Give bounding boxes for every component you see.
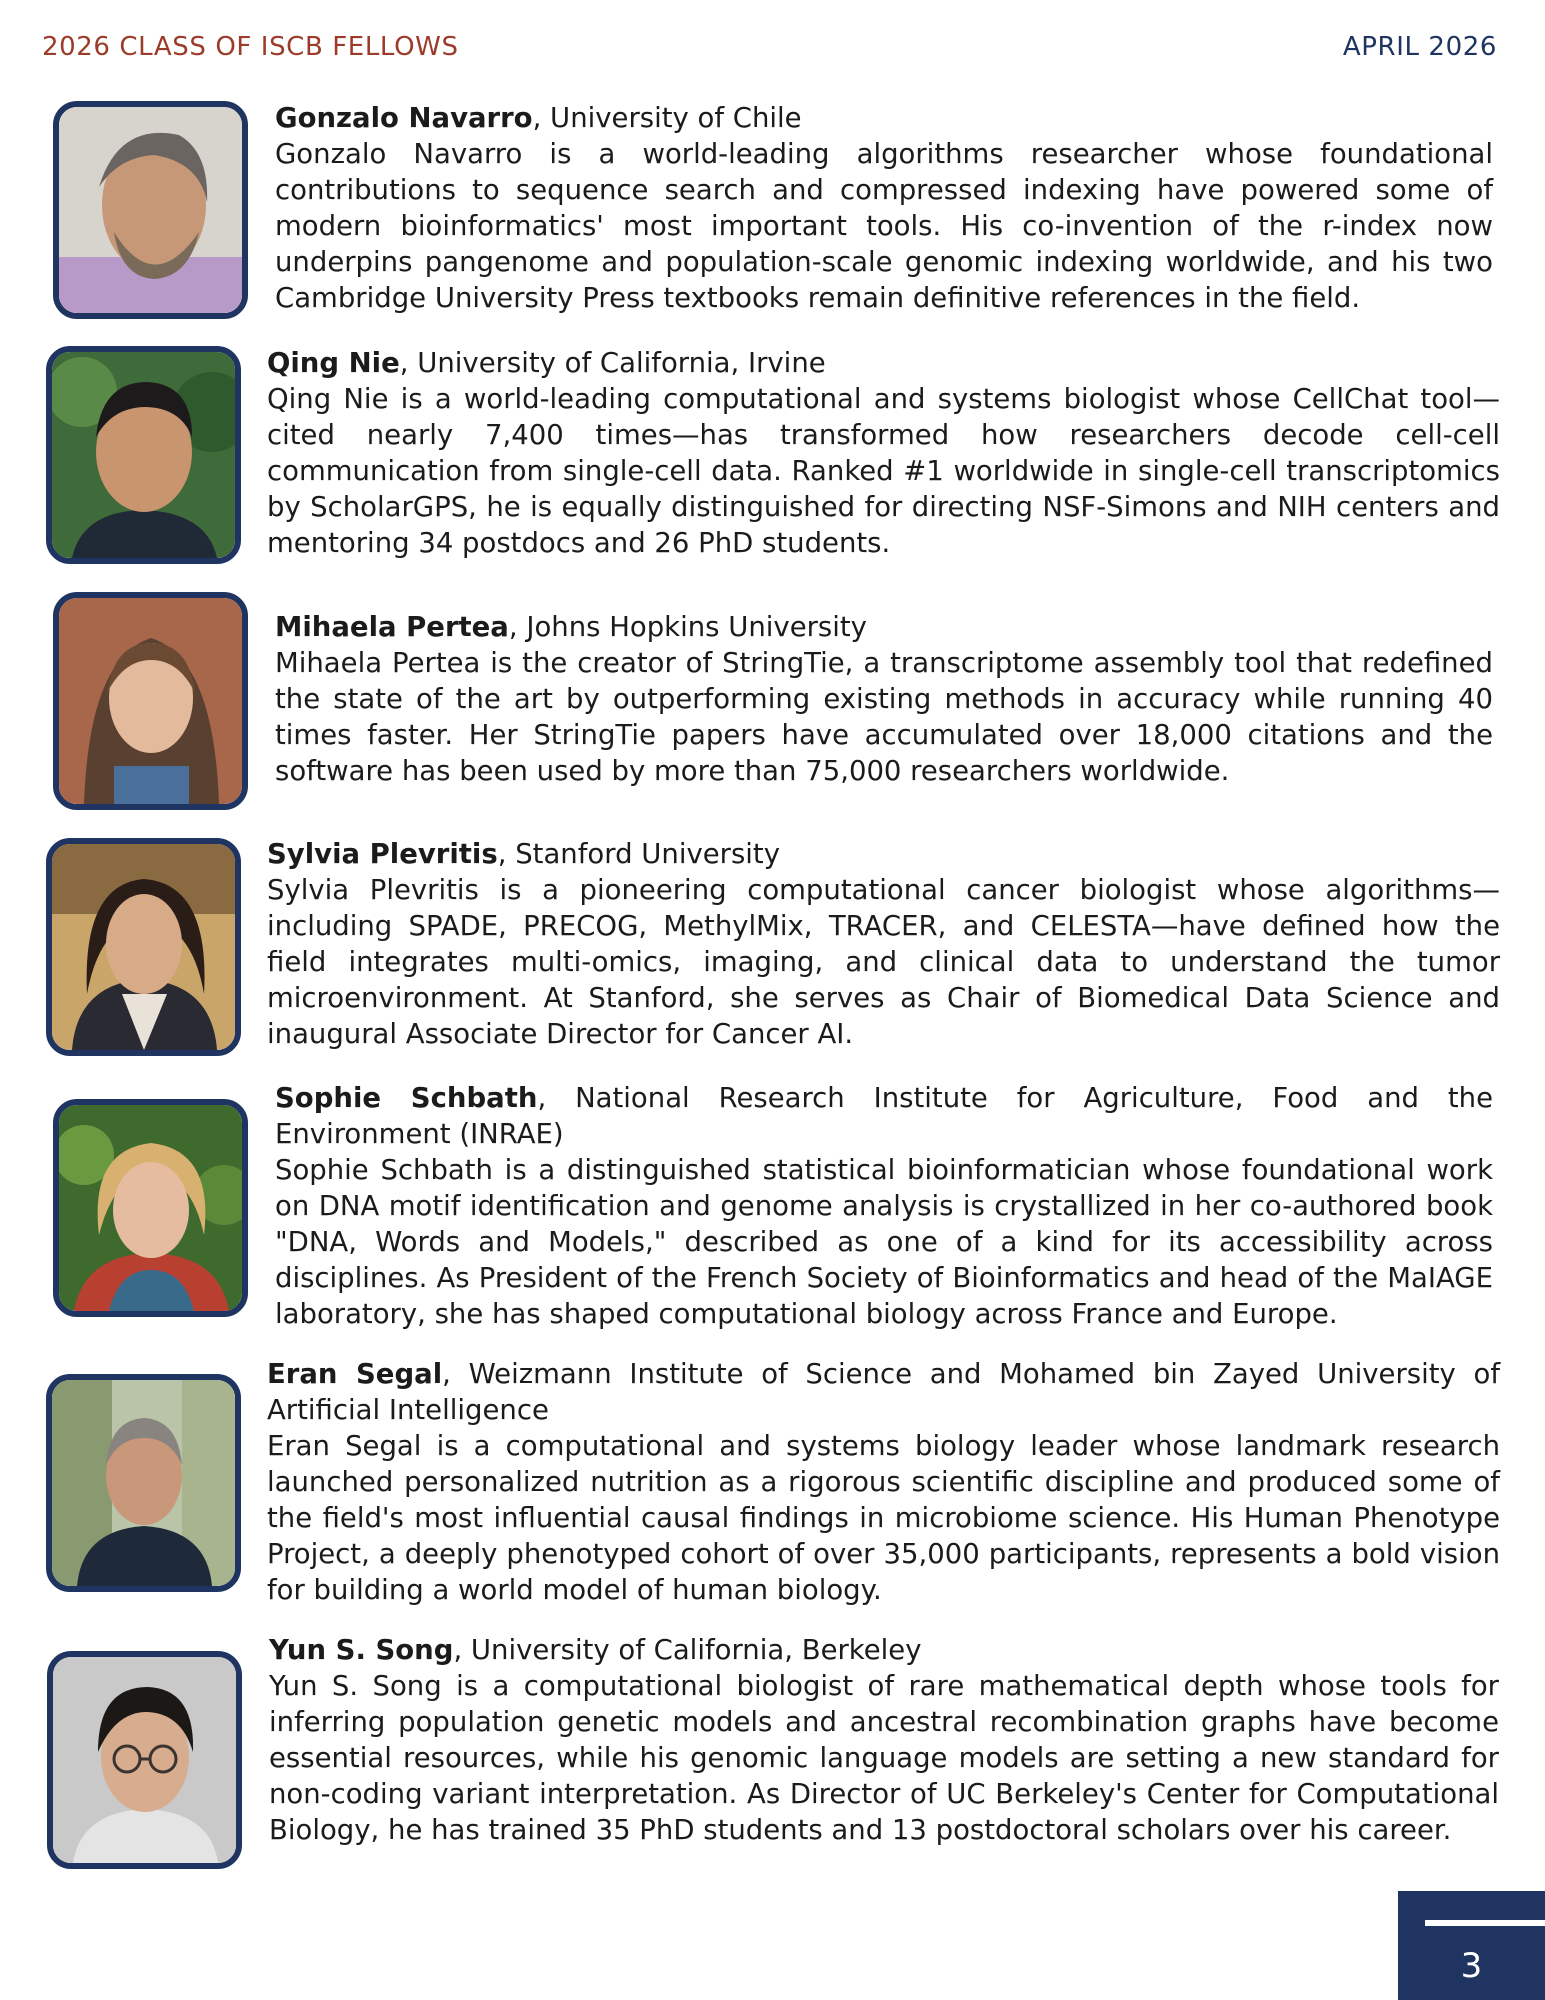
fellow-name: Yun S. Song — [269, 1634, 454, 1666]
fellow-name: Mihaela Pertea — [275, 611, 509, 643]
fellow-affiliation: , University of California, Irvine — [399, 347, 826, 379]
fellow-entry-schbath — [275, 1080, 1493, 1332]
fellow-entry-plevritis — [267, 836, 1500, 1052]
fellow-name: Sylvia Plevritis — [267, 838, 498, 870]
fellow-bio: Sylvia Plevritis is a pioneering computational cancer biologist whose algorithms—including SPADE, PRECOG, MethylMix, TRACER, and CELESTA—have defined how the field integrates multi-omics, imaging, and clinical data to understand the tumor microenvironment. At Stanford, she serves as Chair of Biomedical Data Science and inaugural Associate Director for Cancer AI. — [267, 874, 1500, 1050]
fellow-entry-nie — [267, 345, 1500, 561]
fellow-name: Eran Segal — [267, 1358, 443, 1390]
fellow-affiliation: , National Research Institute for Agriculture, Food and the Environment (INRAE) — [275, 1082, 1493, 1150]
fellow-affiliation: , University of California, Berkeley — [453, 1634, 922, 1666]
fellow-entry-segal — [267, 1356, 1500, 1608]
page-number-box — [1398, 1891, 1545, 2000]
fellow-entry-pertea — [275, 609, 1493, 789]
fellow-bio: Qing Nie is a world-leading computational and systems biologist whose CellChat tool—cited nearly 7,400 times—has transformed how researchers decode cell-cell communication from single-cell data. Ranked #1 worldwide in single-cell transcriptomics by ScholarGPS, he is equally distinguished for directing NSF-Simons and NIH centers and mentoring 34 postdocs and 26 PhD students. — [267, 383, 1500, 559]
footer-divider — [1425, 1920, 1545, 1926]
portrait-photo-pertea — [53, 592, 248, 810]
fellow-affiliation: , Weizmann Institute of Science and Mohamed bin Zayed University of Artificial Intelligence — [267, 1358, 1500, 1426]
portrait-photo-segal — [46, 1374, 241, 1592]
header-date: APRIL 2026 — [1342, 32, 1497, 62]
fellow-affiliation: , Johns Hopkins University — [508, 611, 867, 643]
fellow-affiliation: , Stanford University — [497, 838, 780, 870]
fellow-name: Gonzalo Navarro — [275, 102, 533, 134]
fellow-bio: Mihaela Pertea is the creator of StringTie, a transcriptome assembly tool that redefined the state of the art by outperforming existing methods in accuracy while running 40 times faster. Her StringTie papers have accumulated over 18,000 citations and the software has been used by more than 75,000 researchers worldwide. — [275, 647, 1493, 787]
fellow-entry-navarro — [275, 100, 1493, 316]
portrait-photo-song — [47, 1651, 242, 1869]
header-title: 2026 CLASS OF ISCB FELLOWS — [42, 32, 459, 62]
fellow-name: Qing Nie — [267, 347, 400, 379]
fellow-bio: Sophie Schbath is a distinguished statistical bioinformatician whose foundational work on DNA motif identification and genome analysis is crystallized in her co-authored book "DNA, Words and Models," described as one of a kind for its accessibility across disciplines. As President of the French Society of Bioinformatics and head of the MaIAGE laboratory, she has shaped computational biology across France and Europe. — [275, 1154, 1493, 1330]
fellow-bio: Yun S. Song is a computational biologist of rare mathematical depth whose tools for inferring population genetic models and ancestral recombination graphs have become essential resources, while his genomic language models are setting a new standard for non-coding variant interpretation. As Director of UC Berkeley's Center for Computational Biology, he has trained 35 PhD students and 13 postdoctoral scholars over his career. — [269, 1670, 1499, 1846]
portrait-photo-navarro — [53, 101, 248, 319]
fellow-bio: Eran Segal is a computational and systems biology leader whose landmark research launched personalized nutrition as a rigorous scientific discipline and produced some of the field's most influential causal findings in microbiome science. His Human Phenotype Project, a deeply phenotyped cohort of over 35,000 participants, represents a bold vision for building a world model of human biology. — [267, 1430, 1500, 1606]
portrait-photo-schbath — [53, 1099, 248, 1317]
fellow-name: Sophie Schbath — [275, 1082, 538, 1114]
fellow-entry-song — [269, 1632, 1499, 1848]
portrait-photo-nie — [46, 346, 241, 564]
page-number: 3 — [1460, 1946, 1483, 1986]
fellow-affiliation: , University of Chile — [532, 102, 802, 134]
fellow-bio: Gonzalo Navarro is a world-leading algorithms researcher whose foundational contributions to sequence search and compressed indexing have powered some of modern bioinformatics' most important tools. His co-invention of the r-index now underpins pangenome and population-scale genomic indexing worldwide, and his two Cambridge University Press textbooks remain definitive references in the field. — [275, 138, 1493, 314]
portrait-photo-plevritis — [46, 838, 241, 1056]
